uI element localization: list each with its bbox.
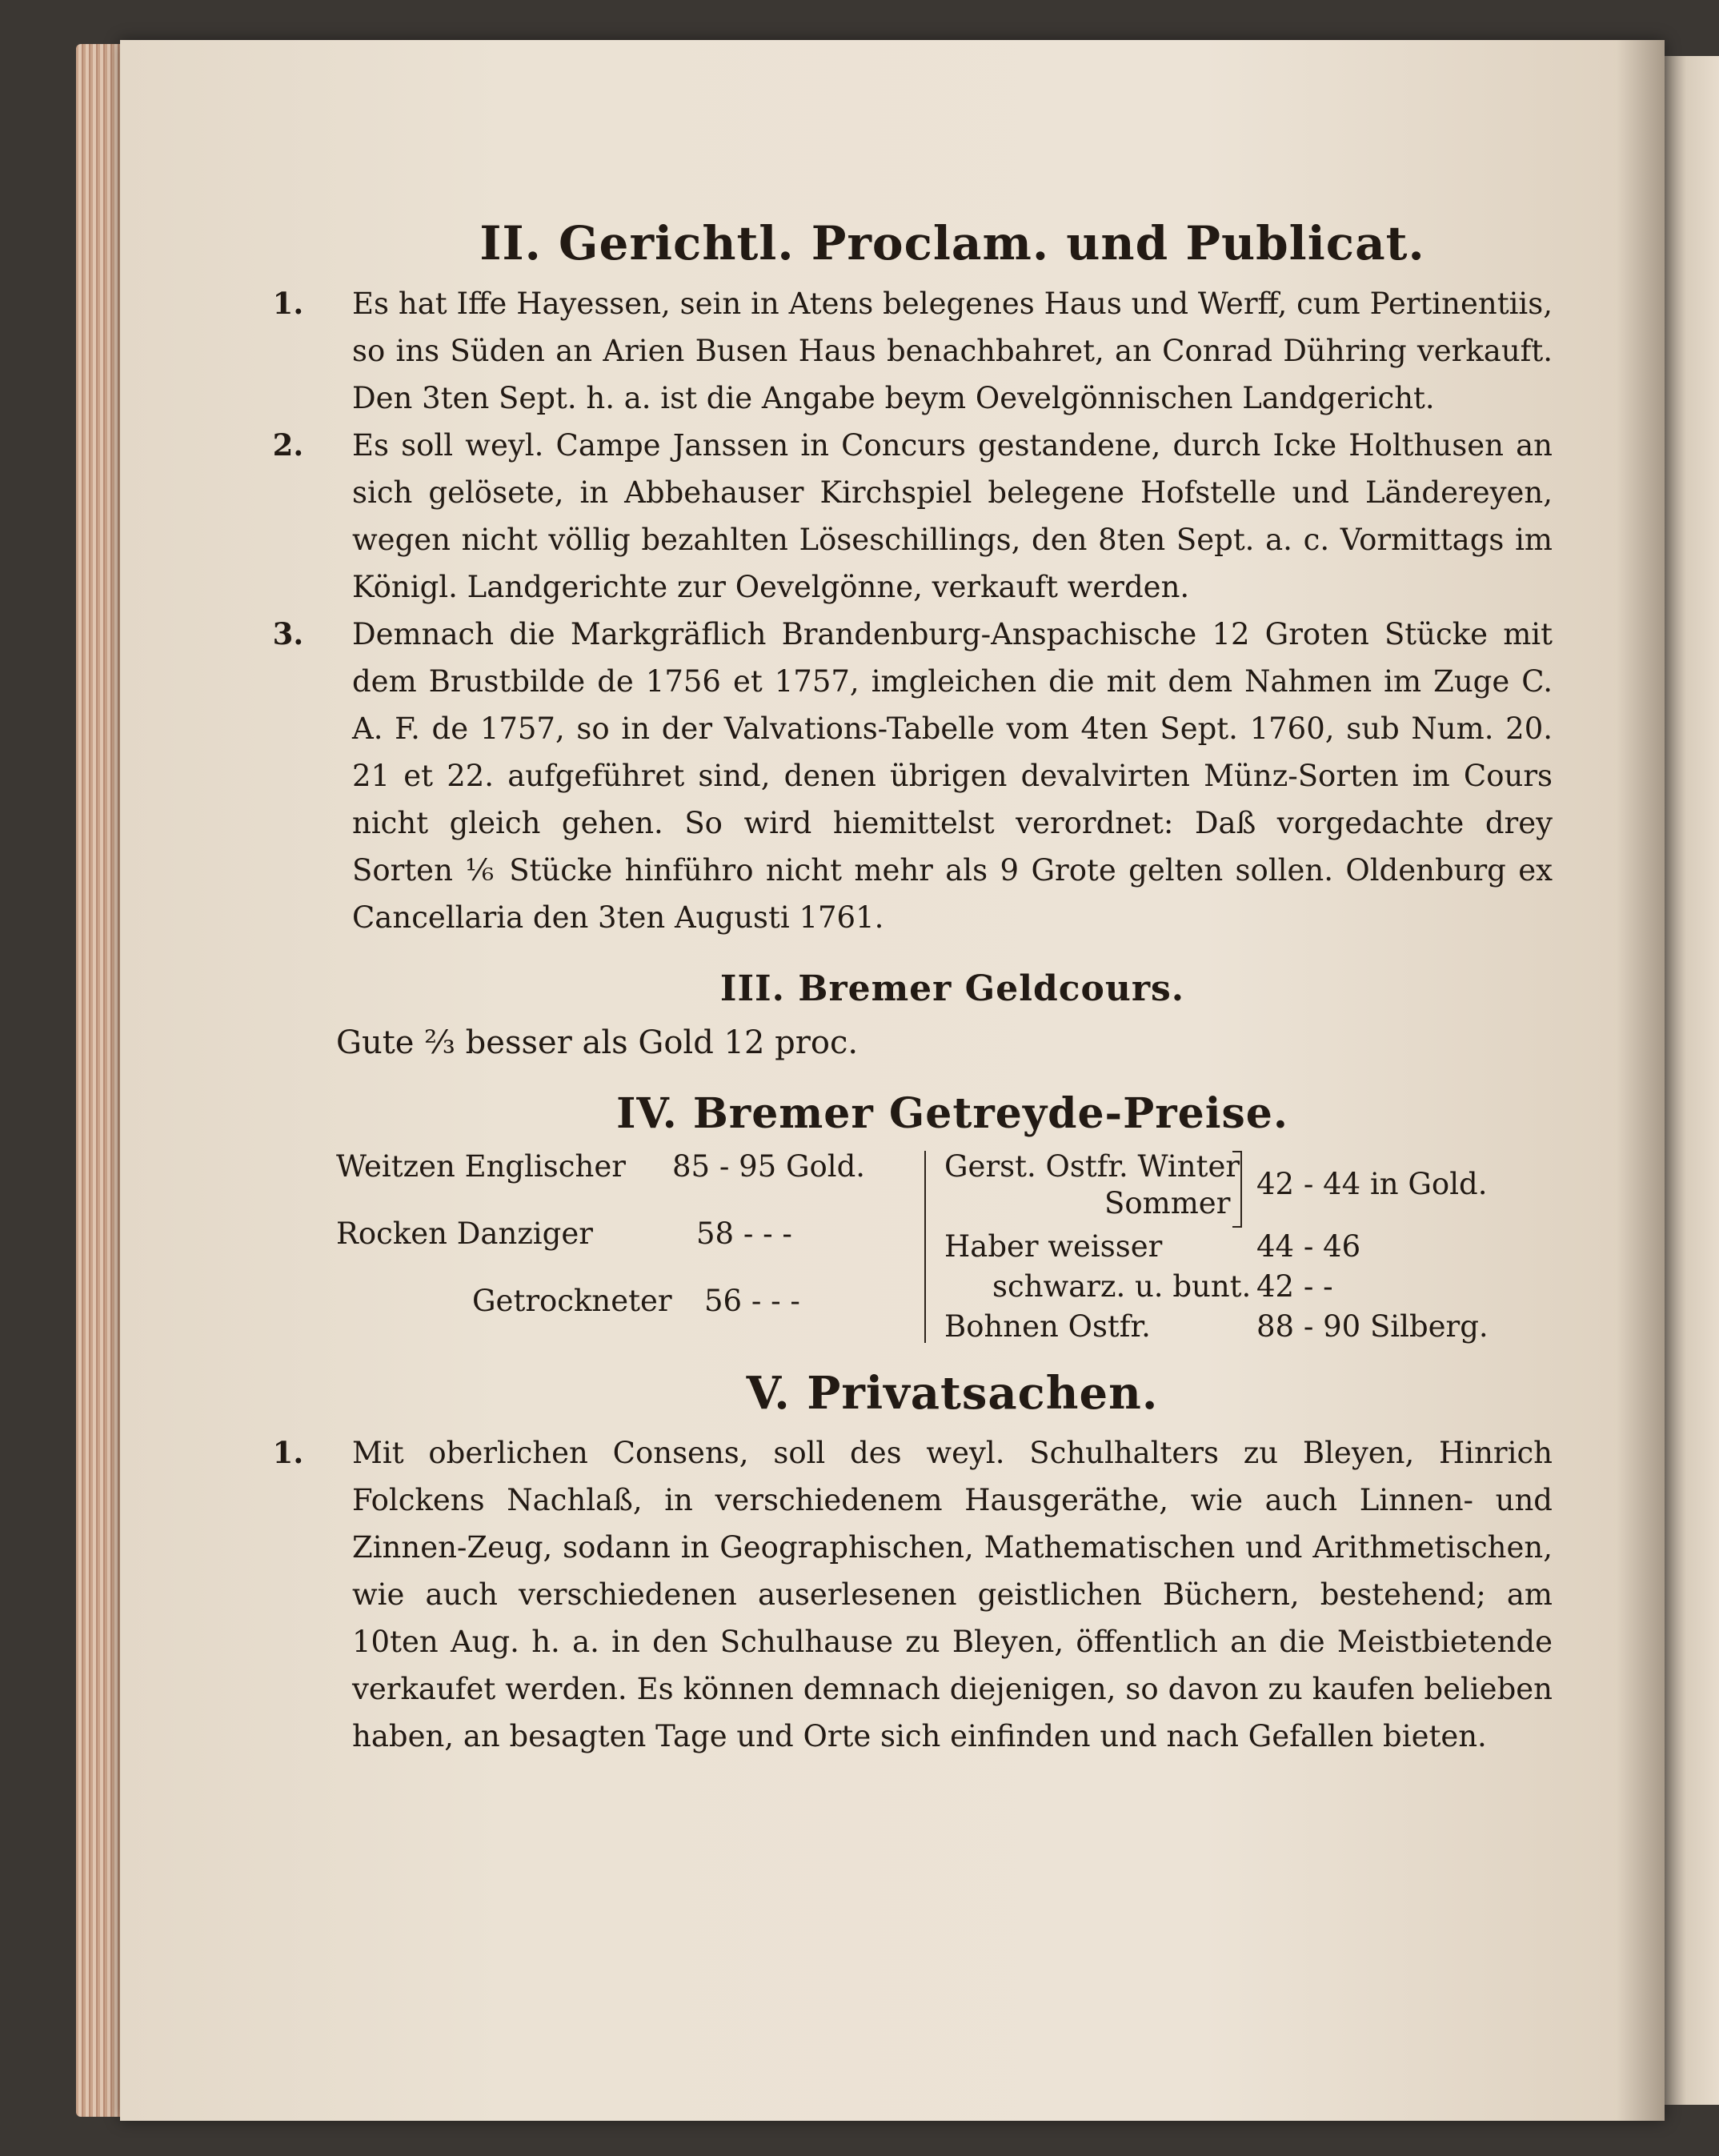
next-page-edge [1665,56,1719,2105]
page-text [272,216,1553,1760]
grain-label: Sommer [1104,1186,1231,1220]
section-heading-private-matters: V. Privatsachen. [746,1367,1159,1420]
grain-price: 58 - - - [696,1216,792,1251]
item-text: Es hat Iffe Hayessen, sein in Atens belegenes Haus und Werff, cum Pertinentiis, so ins Süden an Arien Busen Haus benachbahret, an Conrad Dühring verkauft. Den 3ten Sept. h. a. ist die Angabe beym Oevelgönnischen Landgericht. [352,287,1553,415]
section-heading-proclamations: II. Gerichtl. Proclam. und Publicat. [479,216,1425,271]
section-heading-grain-prices: IV. Bremer Getreyde-Preise. [616,1089,1288,1138]
proclamation-item [240,422,1553,611]
book-gutter [1617,40,1665,2121]
grain-label: Bohnen Ostfr. [944,1309,1151,1344]
item-text: Es soll weyl. Campe Janssen in Concurs gestandene, durch Icke Holthusen an sich gelösete, in Abbehauser Kirchspiel belegene Hofstelle und Ländereyen, wegen nicht völlig bezahlten Löseschillings, den 8ten Sept. a. c. Vormittags im Königl. Landgerichte zur Oevelgönne, verkauft werden. [352,428,1553,604]
grain-label: schwarz. u. bunt. [992,1269,1252,1304]
grain-label: Haber weisser [944,1229,1163,1264]
item-text: Demnach die Markgräflich Brandenburg-Anspachische 12 Groten Stücke mit dem Brustbilde de 1756 et 1757, imgleichen die mit dem Nahmen im Zuge C. A. F. de 1757, so in der Valvations-Tabelle vom 4ten Sept. 1760, sub Num. 20. 21 et 22. aufgeführet sind, denen übrigen devalvirten Münz-Sorten im Cours nicht gleich gehen. So wird hiemittelst verordnet: Daß vorgedachte drey Sorten ⅙ Stücke hinführo nicht mehr als 9 Grote gelten sollen. Oldenburg ex Cancellaria den 3ten Augusti 1761. [352,617,1553,935]
grain-price: 44 - 46 [1256,1229,1361,1264]
grain-price: 42 - - [1256,1269,1333,1304]
item-number: 2. [272,427,304,463]
grain-price-table [336,1149,1553,1349]
table-divider [924,1151,926,1343]
private-matter-item [240,1429,1553,1760]
grain-label: Rocken Danziger [336,1216,593,1251]
exchange-rate-line: Gute ⅔ besser als Gold 12 proc. [336,1024,859,1061]
grain-price: 88 - 90 Silberg. [1256,1309,1489,1344]
item-number: 1. [272,1435,304,1470]
grain-price: 42 - 44 in Gold. [1256,1167,1488,1201]
item-number: 3. [272,616,304,651]
proclamation-item [240,280,1553,422]
grain-label: Getrockneter [472,1284,672,1318]
item-number: 1. [272,286,304,321]
grain-price: 85 - 95 Gold. [672,1149,866,1184]
proclamation-item [240,611,1553,941]
grain-price: 56 - - - [704,1284,800,1318]
item-text: Mit oberlichen Consens, soll des weyl. Schulhalters zu Bleyen, Hinrich Folckens Nachlaß, in verschiedenem Hausgeräthe, wie auch Linnen- und Zinnen-Zeug, sodann in Geographischen, Mathematischen und Arithmetischen, wie auch verschiedenen auserlesenen geistlichen Büchern, bestehend; am 10ten Aug. h. a. in den Schulhause zu Bleyen, öffentlich an die Meistbietende verkaufet werden. Es können demnach diejenigen, so davon zu kaufen belieben haben, an besagten Tage und Orte sich einfinden und nach Gefallen bieten. [352,1436,1553,1753]
section-heading-exchange-rate: III. Bremer Geldcours. [719,968,1185,1009]
grain-label: Gerst. Ostfr. Winter [944,1149,1240,1184]
grain-label: Weitzen Englischer [336,1149,626,1184]
